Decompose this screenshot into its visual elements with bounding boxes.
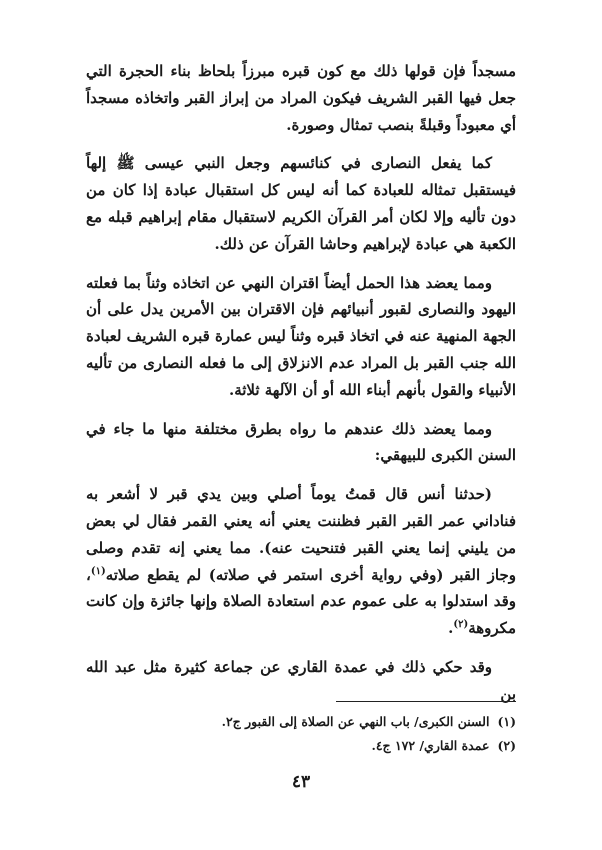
footnote-ref-2[interactable]: (٢) [453,619,469,631]
footnote-text: السنن الكبرى/ باب النهي عن الصلاة إلى القبور ج٢. [221,714,490,729]
body-text [86,58,516,708]
footnote-number: (١) [497,714,516,729]
paragraph-5 [86,481,516,642]
footnote-2 [86,734,516,758]
footnotes [86,710,516,758]
paragraph-4: ومما يعضد ذلك عندهم ما رواه بطرق مختلفة منها ما جاء في السنن الكبرى للبيهقي: [86,419,516,465]
footnote-ref-1[interactable]: (١) [90,565,106,577]
footnote-number: (٢) [497,738,516,753]
hadith-text-continued: ، وقد استدلوا به على عموم عدم استعادة الصلاة وإنها جائزة وإن كانت مكروهة [86,565,516,638]
paragraph-2: كما يفعل النصارى في كنائسهم وجعل النبي عيسى ﷺ إلهاً فيستقبل تمثاله للعبادة كما أنه ليس كل استقبال عبادة إذا كان من دون تأليه وإلا لكان أمر القرآن الكريم لاستقبال مقام إبراهيم قبله مع الكعبة هي عبادة لإبراهيم وحاشا القرآن عن ذلك. [86,154,516,253]
footnote-1 [86,710,516,734]
paragraph-3: ومما يعضد هذا الحمل أيضاً اقتران النهي عن اتخاذه وثناً بما فعلته اليهود والنصارى لقبور أنبيائهم فإن الاقتران بين الأمرين يدل على أن الجهة المنهية عنه في اتخاذ قبره وثناً ليس عمارة قبره الشريف لعبادة الله جنب القبر بل المراد عدم الانزلاق إلى ما فعله النصارى من تأليه الأنبياء والقول بأنهم أبناء الله أو أن الآلهة ثلاثة. [86,273,516,399]
footnote-divider [336,701,516,702]
hadith-text: (حدثنا أنس قال قمتُ يوماً أصلي وبين يدي قبر لا أشعر به فناداني عمر القبر القبر فظننت يعني أنه يعني القمر فقال لي بعض من يليني إنما يعني القبر فتنحيت عنه). مما يعني إنه تقدم وصلى وجاز القبر (وفي رواية أخرى استمر في صلاته) لم يقطع صلاته [86,485,516,584]
paragraph-1: مسجداً فإن قولها ذلك مع كون قبره مبرزاً بلحاظ بناء الحجرة التي جعل فيها القبر الشريف فيكون المراد من إبراز القبر واتخاذه مسجداً أي معبوداً وقبلةً بنصب تمثال وصورة. [86,62,516,134]
hadith-text-end: . [448,619,454,638]
footnote-text: عمدة القاري/ ١٧٢ ج٤. [371,738,490,753]
page-number: ٤٣ [291,772,311,792]
paragraph-6: وقد حكي ذلك في عمدة القاري عن جماعة كثيرة مثل عبد الله بن [86,657,516,703]
